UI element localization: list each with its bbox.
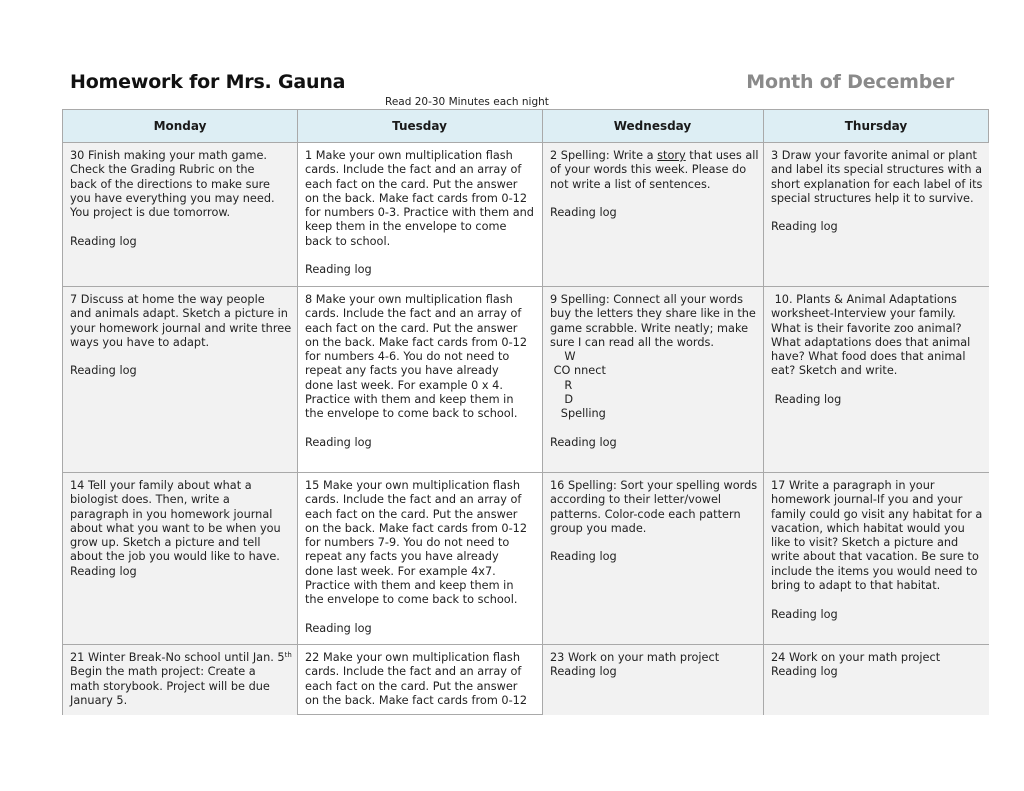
reading-note: Read 20-30 Minutes each night [385, 96, 549, 108]
cell-text-line: worksheet-Interview your family. [771, 307, 956, 321]
calendar-cell-week3-wednesday [543, 473, 763, 644]
cell-text-line: grow up. Sketch a picture and tell [70, 536, 261, 550]
line-spacer [305, 249, 535, 263]
line-spacer [305, 422, 535, 436]
cell-text-line: What is their favorite zoo animal? [771, 321, 962, 335]
calendar-cell-week2-tuesday [298, 287, 542, 472]
cell-text-line: for numbers 4-6. You do not need to [305, 350, 510, 364]
cell-text-line: family could go visit any habitat for a [771, 507, 983, 521]
line-spacer [771, 379, 982, 393]
cell-text-line: on the back. Make fact cards from 0-12 [305, 191, 528, 205]
grid-divider [297, 110, 298, 714]
cell-text-line: bring to adapt to that habitat. [771, 579, 941, 593]
cell-text-line: CO nnect [550, 364, 606, 378]
day-header-tuesday: Tuesday [392, 119, 447, 133]
cell-text-line: for numbers 7-9. You do not need to [305, 536, 510, 550]
grid-divider [63, 472, 989, 473]
cell-text-line: 23 Work on your math project [550, 651, 720, 664]
cell-text-line: on the back. Make fact cards from 0-12 [305, 693, 528, 707]
cell-text-line: of your words this week. Please do [550, 163, 747, 177]
cell-text-line: each fact on the card. Put the answer [305, 177, 518, 191]
cell-text-line: on the back. Make fact cards from 0-12 [305, 521, 528, 535]
cell-text-line: each fact on the card. Put the answer [305, 321, 518, 335]
cell-text-line: patterns. Color-code each pattern [550, 507, 741, 521]
cell-text-line: each fact on the card. Put the answer [305, 507, 518, 521]
cell-text-line: D [550, 393, 574, 407]
calendar-cell-week2-monday [63, 287, 297, 472]
reading-log-label: Reading log [550, 206, 617, 220]
grid-divider [542, 110, 543, 714]
cell-text-line: 3 Draw your favorite animal or plant [771, 149, 977, 162]
calendar-cell-week4-tuesday [298, 645, 542, 715]
cell-text-line: buy the letters they share like in the [550, 307, 756, 321]
cell-text-line: 8 Make your own multiplication flash [305, 293, 513, 306]
cell-text-line: W [550, 350, 576, 364]
cell-text-line: write about that vacation. Be sure to [771, 550, 979, 564]
cell-text-line: 10. Plants & Animal Adaptations [771, 293, 957, 306]
cell-text-line: What adaptations does that animal [771, 335, 971, 349]
cell-text-line: eat? Sketch and write. [771, 364, 898, 378]
calendar-cell-week1-thursday [764, 143, 989, 286]
cell-text-line: group you made. [550, 521, 647, 535]
cell-text-line: math storybook. Project will be due [70, 679, 270, 693]
underlined-word: story [657, 149, 686, 162]
day-header-wednesday: Wednesday [613, 119, 692, 133]
cell-text-fragment: 21 Winter Break-No school until Jan. 5 [70, 651, 285, 664]
cell-text-line: not write a list of sentences. [550, 177, 711, 191]
day-header-monday: Monday [153, 119, 207, 133]
cell-text-line: cards. Include the fact and an array of [305, 307, 522, 321]
grid-divider [63, 286, 989, 287]
cell-text-line: done last week. For example 0 x 4. [305, 378, 503, 392]
line-spacer [771, 593, 982, 607]
line-spacer [550, 536, 756, 550]
cell-text-line: Practice with them and keep them in [305, 579, 514, 593]
cell-text-line: paragraph in you homework journal [70, 507, 273, 521]
cell-text-line: Spelling [550, 407, 606, 421]
cell-text-line: 22 Make your own multiplication flash [305, 651, 520, 664]
cell-text-line: back of the directions to make sure [70, 177, 270, 191]
calendar-cell-week2-wednesday [543, 287, 763, 472]
reading-log-label: Reading log [70, 364, 137, 378]
reading-log-label: Reading log [771, 607, 838, 621]
cell-text-line: 24 Work on your math project [771, 651, 941, 664]
reading-log-label: Reading log [550, 550, 617, 564]
cell-text-line: keep them in the envelope to come [305, 220, 507, 234]
cell-text-line: 16 Spelling: Sort your spelling words [550, 479, 758, 492]
calendar-cell-week2-thursday [764, 287, 989, 472]
cell-text-line: January 5. [70, 693, 128, 707]
cell-text-line: your homework journal and write three [70, 321, 292, 335]
calendar-cell-week1-monday [63, 143, 297, 286]
cell-text-line: repeat any facts you have already [305, 364, 499, 378]
calendar-cell-week4-wednesday [543, 645, 763, 715]
reading-log-label: Reading log [70, 564, 137, 578]
reading-log-label: Reading log [305, 621, 372, 635]
cell-text-line: Begin the math project: Create a [70, 665, 256, 679]
cell-text-line: done last week. For example 4x7. [305, 564, 496, 578]
cell-text-line [550, 149, 759, 163]
page-title: Homework for Mrs. Gauna [70, 71, 346, 93]
cell-text-line: back to school. [305, 234, 391, 248]
cell-text-line: the envelope to come back to school. [305, 407, 518, 421]
cell-text-line: 17 Write a paragraph in your [771, 479, 935, 492]
reading-log-label: Reading log [550, 435, 617, 449]
grid-divider [763, 110, 764, 714]
cell-text-line: the envelope to come back to school. [305, 593, 518, 607]
reading-log-label: Reading log [771, 220, 838, 234]
cell-text-line: sure I can read all the words. [550, 335, 714, 349]
line-spacer [305, 608, 535, 622]
calendar-cell-week4-thursday [764, 645, 989, 715]
cell-text-fragment: 2 Spelling: Write a [550, 149, 658, 162]
reading-log-label: Reading log [305, 435, 372, 449]
cell-text-line: you have everything you may need. [70, 191, 275, 205]
cell-text-line: repeat any facts you have already [305, 550, 499, 564]
reading-log-label: Reading log [550, 665, 617, 679]
reading-log-label: Reading log [771, 665, 838, 679]
cell-text-line: and animals adapt. Sketch a picture in [70, 307, 288, 321]
calendar-cell-week1-wednesday [543, 143, 763, 286]
cell-text-line: each fact on the card. Put the answer [305, 679, 518, 693]
line-spacer [550, 422, 756, 436]
cell-text-line: homework journal-If you and your [771, 493, 963, 507]
cell-text-line: include the items you would need to [771, 564, 978, 578]
cell-text-line: short explanation for each label of its [771, 177, 983, 191]
reading-log-label: Reading log [305, 263, 372, 277]
homework-calendar [62, 109, 989, 715]
cell-text-line: 30 Finish making your math game. [70, 149, 267, 162]
calendar-cell-week3-tuesday [298, 473, 542, 644]
line-spacer [70, 350, 290, 364]
line-spacer [771, 206, 982, 220]
cell-text-line: 15 Make your own multiplication flash [305, 479, 520, 492]
cell-text-line: cards. Include the fact and an array of [305, 493, 522, 507]
cell-text-line: like to visit? Sketch a picture and [771, 536, 959, 550]
reading-log-label: Reading log [70, 234, 137, 248]
calendar-cell-week3-thursday [764, 473, 989, 644]
cell-text-line: You project is due tomorrow. [70, 206, 231, 220]
cell-text-line: and label its special structures with a [771, 163, 983, 177]
ordinal-suffix: th [284, 651, 292, 659]
reading-log-label: Reading log [771, 393, 842, 407]
cell-text-line [70, 651, 290, 665]
cell-text-line: cards. Include the fact and an array of [305, 665, 522, 679]
cell-text-line: about what you want to be when you [70, 521, 281, 535]
cell-text-line: 1 Make your own multiplication flash [305, 149, 513, 162]
calendar-cell-week4-monday [63, 645, 297, 715]
line-spacer [550, 192, 756, 206]
grid-divider [63, 644, 989, 645]
cell-text-line: cards. Include the fact and an array of [305, 163, 522, 177]
cell-text-line: special structures help it to survive. [771, 191, 974, 205]
cell-text-line: for numbers 0-3. Practice with them and [305, 206, 534, 220]
cell-text-line: have? What food does that animal [771, 350, 966, 364]
cell-text-line: R [550, 378, 573, 392]
cell-text-line: on the back. Make fact cards from 0-12 [305, 335, 528, 349]
month-title: Month of December [746, 71, 954, 93]
cell-text-line: game scrabble. Write neatly; make [550, 321, 749, 335]
cell-text-line: 9 Spelling: Connect all your words [550, 293, 743, 306]
calendar-cell-week1-tuesday [298, 143, 542, 286]
cell-text-line: Practice with them and keep them in [305, 393, 514, 407]
cell-text-line: vacation, which habitat would you [771, 521, 965, 535]
day-header-thursday: Thursday [844, 119, 908, 133]
cell-text-line: 7 Discuss at home the way people [70, 293, 265, 306]
cell-text-line: Check the Grading Rubric on the [70, 163, 255, 177]
calendar-header-row [63, 110, 988, 143]
calendar-cell-week3-monday [63, 473, 297, 644]
cell-text-line: 14 Tell your family about what a [70, 479, 252, 492]
line-spacer [70, 220, 290, 234]
cell-text-line: ways you have to adapt. [70, 335, 210, 349]
cell-text-line: biologist does. Then, write a [70, 493, 230, 507]
cell-text-line: according to their letter/vowel [550, 493, 722, 507]
cell-text-line: about the job you would like to have. [70, 550, 280, 564]
cell-text-fragment: that uses all [685, 149, 759, 162]
